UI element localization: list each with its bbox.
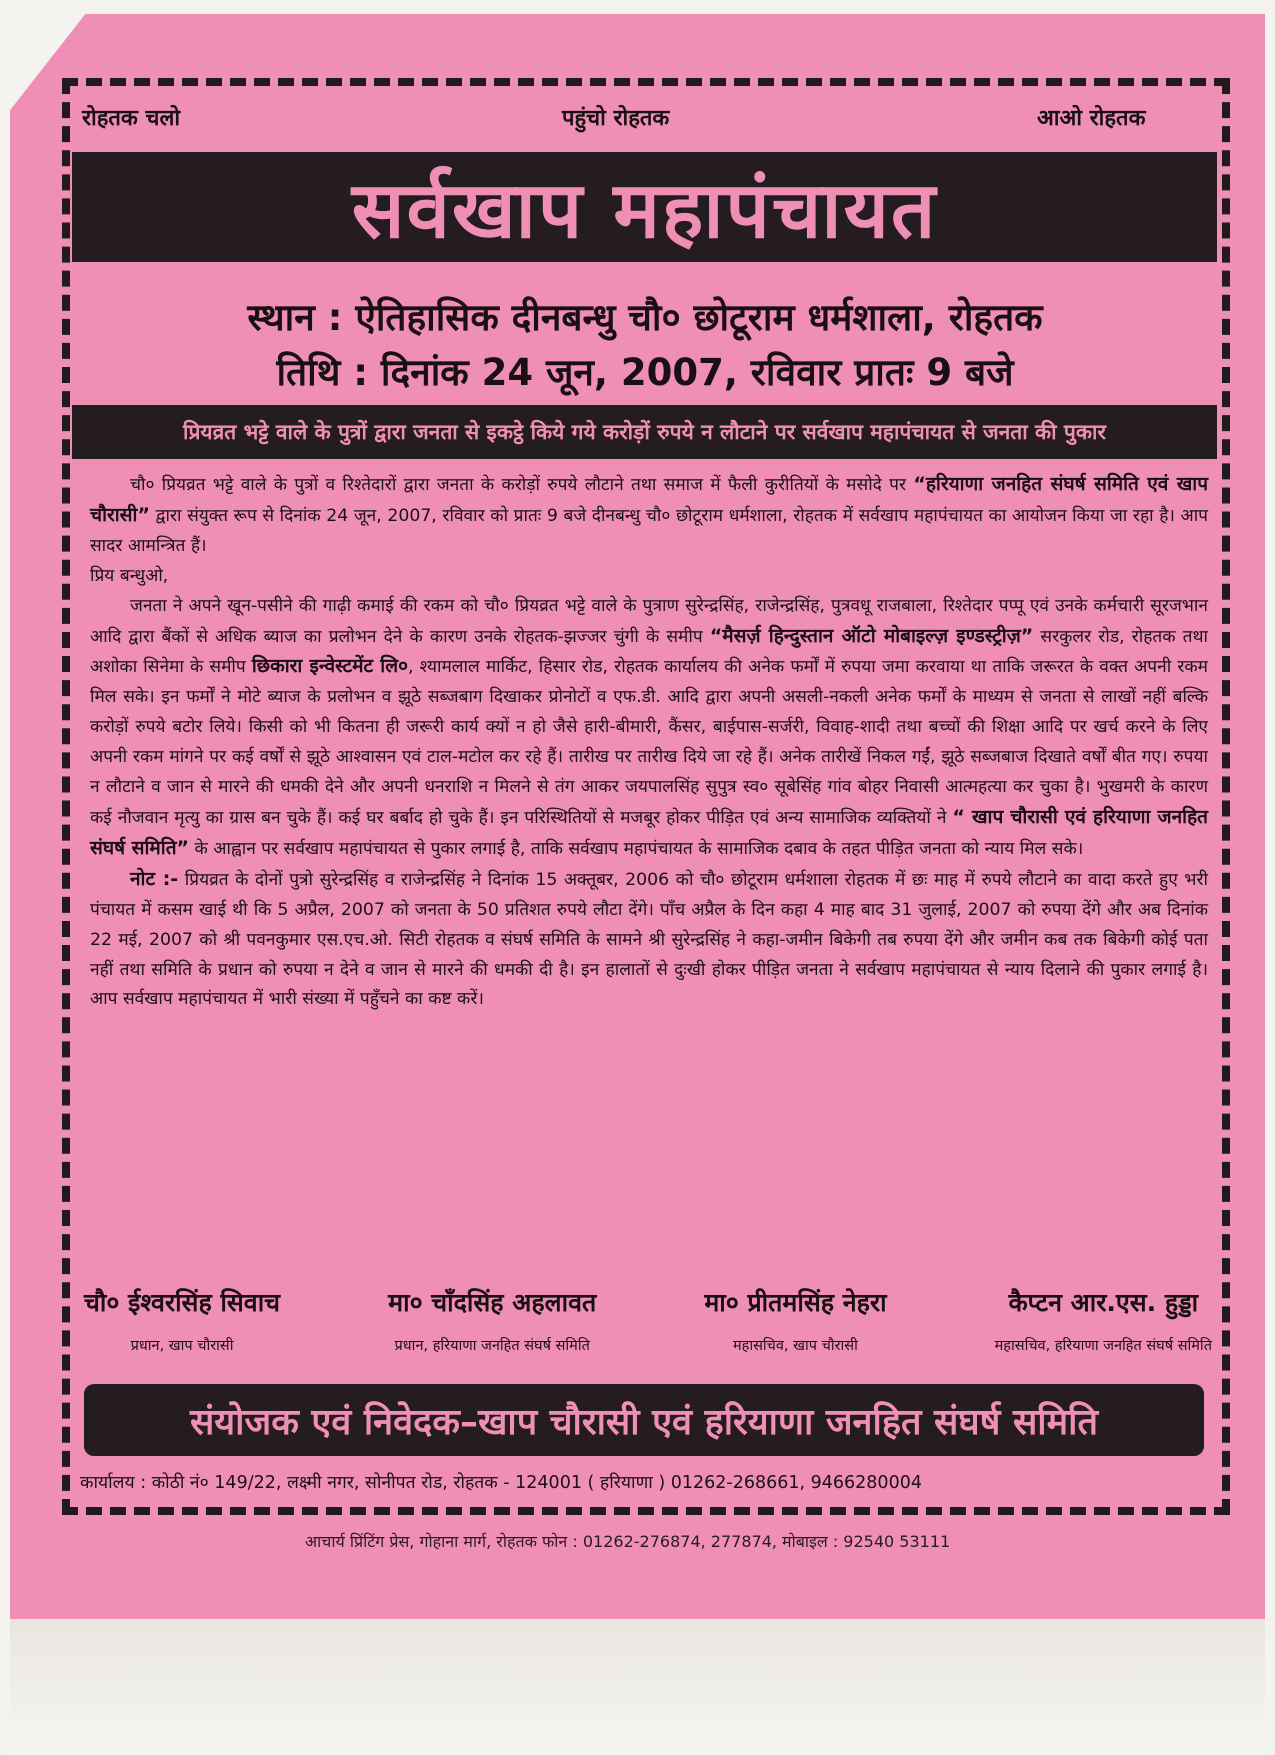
- intro-text-c: द्वारा संयुक्त रूप से दिनांक 24 जून, 2007, रविवार को प्रातः 9 बजे दीनबन्धु चौ० छोटूराम धर्मशाला, रोहतक में सर्वखाप महापंचायत का आयोजन किया जा रहा है। आप सादर आमन्त्रित हैं।: [90, 505, 1209, 556]
- signatory-role: महासचिव, खाप चौरासी: [733, 1338, 858, 1354]
- firm-name-2: छिकारा इन्वेस्टमेंट लि०: [251, 655, 408, 678]
- signatory-name: मा० चाँदसिंह अहलावत: [388, 1288, 597, 1317]
- signatories: [84, 1285, 1212, 1355]
- note-label: नोट :-: [130, 867, 179, 890]
- signatory: [388, 1285, 596, 1355]
- signatory-role: प्रधान, खाप चौरासी: [130, 1338, 234, 1354]
- intro-paragraph: [90, 470, 1208, 562]
- salutation: प्रिय बन्धुओ,: [90, 565, 169, 586]
- office-address: कार्यालय : कोठी नं० 149/22, लक्ष्मी नगर, सोनीपत रोड, रोहतक - 124001 ( हरियाणा ) 01262-268661, 9466280004: [80, 1473, 922, 1493]
- signatory: [84, 1285, 280, 1355]
- appeal-heading-band: [72, 405, 1217, 459]
- date-line: तिथि : दिनांक 24 जून, 2007, रविवार प्रातः 9 बजे: [276, 351, 1014, 394]
- signatory-name: मा० प्रीतमसिंह नेहरा: [704, 1288, 887, 1317]
- signatory: [704, 1285, 886, 1355]
- main-text-a: जनता ने अपने खून-पसीने की गाढ़ी कमाई की रकम को चौ० प्रियव्रत भट्टे वाले के पुत्राण सुरेन्द्रसिंह, राजेन्द्रसिंह, पुत्रवधू राजबाला, रिश्तेदार पप्पू एवं उनके कर्मचारी सूरजभान आदि द्वारा बैंकों से अधिक ब्याज का प्रलोभन देने के कारण उनके रोहतक-झज्जर चुंगी के समीप: [90, 595, 1208, 647]
- signatory-role: महासचिव, हरियाणा जनहित संघर्ष समिति: [994, 1338, 1212, 1354]
- signatory-name: कैप्टन आर.एस. हुड्डा: [1008, 1288, 1199, 1317]
- firm-name-1: “मैसर्ज़ हिन्दुस्तान ऑटो मोबाइल्ज़ इण्डस्ट्रीज़”: [709, 624, 1034, 647]
- intro-text-a: चौ० प्रियव्रत भट्टे वाले के पुत्रों व रिश्तेदारों द्वारा जनता के करोड़ों रुपये लौटाने तथा समाज में फैली कुरीतियों के मसोदे पर: [130, 475, 907, 495]
- main-org-name: “ खाप चौरासी एवं हरियाणा जनहित संघर्ष समिति”: [90, 805, 1208, 859]
- convener-text: संयोजक एवं निवेदक–खाप चौरासी एवं हरियाणा जनहित संघर्ष समिति: [189, 1401, 1099, 1443]
- note-text: प्रियव्रत के दोनों पुत्रो सुरेन्द्रसिंह व राजेन्द्रसिंह ने दिनांक 15 अक्तूबर, 2006 को चौ० छोटूराम धर्मशाला रोहतक में छः माह में रुपये लौटाने का वादा करते हुए भरी पंचायत में कसम खाई थी कि 5 अप्रैल, 2007 को जनता के 50 प्रतिशत रुपये लौटा देंगे। पाँच अप्रैल के दिन कहा 4 माह बाद 31 जुलाई, 2007 को रुपया देंगे और अब दिनांक 22 मई, 2007 को श्री पवनकुमार एस.एच.ओ. सिटी रोहतक व संघर्ष समिति के सामने श्री सुरेन्द्रसिंह ने कहा-जमीन बिकेगी तब रुपया देंगे और जमीन कब तक बिकेगी कोई पता नहीं तथा समिति के प्रधान को रुपया न देने व जान से मारने की धमकी दी है। इन हालातों से दुःखी होकर पीड़ित जनता ने सर्वखाप महापंचायत से न्याय दिलाने की पुकार लगाई है। आप सर्वखाप महापंचायत में भारी संख्या में पहुँचने का कष्ट करें।: [90, 869, 1208, 1010]
- main-title: सर्वखाप महापंचायत: [351, 166, 938, 256]
- note-paragraph: [90, 865, 1208, 1016]
- intro-org-name: “हरियाणा जनहित संघर्ष समिति एवं खाप चौरासी”: [90, 473, 1208, 526]
- main-title-band: [72, 152, 1217, 262]
- main-text-g: के आह्वान पर सर्वखाप महापंचायत से पुकार लगाई है, ताकि सर्वखाप महापंचायत के सामाजिक दबाव के तहत पीड़ित जनता को न्याय मिल सके।: [194, 838, 1084, 859]
- venue-line: स्थान : ऐतिहासिक दीनबन्धु चौ० छोटूराम धर्मशाला, रोहतक: [247, 296, 1043, 339]
- slogan-right: आओ रोहतक: [1037, 106, 1146, 131]
- signatory-name: चौ० ईश्वरसिंह सिवाच: [84, 1288, 281, 1317]
- main-paragraph: [90, 592, 1208, 865]
- signatory-role: प्रधान, हरियाणा जनहित संघर्ष समिति: [394, 1338, 590, 1354]
- convener-band: [84, 1384, 1204, 1456]
- printer-credit: आचार्य प्रिंटिंग प्रेस, गोहाना मार्ग, रोहतक फोन : 01262-276874, 277874, मोबाइल : 92540 53111: [304, 1532, 951, 1551]
- appeal-heading: प्रियव्रत भट्टे वाले के पुत्रों द्वारा जनता से इकट्ठे किये गये करोड़ों रुपये न लौटाने पर सर्वखाप महापंचायत से जनता की पुकार: [183, 420, 1106, 444]
- main-text-e: , श्यामलाल मार्किट, हिसार रोड, रोहतक कार्यालय की अनेक फर्मों में रुपया जमा करवाया था ताकि जरूरत के वक्त अपनी रकम मिल सके। इन फर्मों ने मोटे ब्याज के प्रलोभन व झूठे सब्जबाग दिखाकर प्रोनोटों व एफ.डी. आदि द्वारा अपनी असली-नकली अनेक फर्मों के माध्यम से जनता से लाखों नहीं बल्कि करोड़ों रुपये बटोर लिये। किसी को भी कितना ही जरूरी कार्य क्यों न हो जैसे हारी-बीमारी, कैंसर, बाईपास-सर्जरी, विवाह-शादी तथा बच्चों की शिक्षा आदि पर खर्च करने के लिए अपनी रकम मांगने पर कई वर्षों से झूठे आश्वासन एवं टाल-मटोल कर रहे हैं। तारीख पर तारीख दिये जा रहे हैं। अनेक तारीखें निकल गईं, झूठे सब्जबाज दिखाते वर्षों बीत गए। रुपया न लौटाने व जान से मारने की धमकी देने और अपनी धनराशि न मिलने से तंग आकर जयपालसिंह सुपुत्र स्व० सूबेसिंह गांव बोहर निवासी आत्महत्या कर चुका है। भुखमरी के कारण कई नौजवान मृत्यु का ग्रास बन चुके हैं। कई घर बर्बाद हो चुके हैं। इन परिस्थितियों से मजबूर होकर पीड़ित एवं अन्य सामाजिक व्यक्तियों ने: [90, 657, 1208, 828]
- slogan-center: पहुंचो रोहतक: [562, 106, 670, 131]
- main-text-c: सरकुलर रोड, रोहतक तथा अशोका सिनेमा के समीप: [90, 626, 1208, 678]
- scan-margin: [10, 1619, 1265, 1755]
- signatory: [995, 1285, 1212, 1355]
- slogan-left: रोहतक चलो: [82, 106, 181, 131]
- body-text: [90, 470, 1208, 1015]
